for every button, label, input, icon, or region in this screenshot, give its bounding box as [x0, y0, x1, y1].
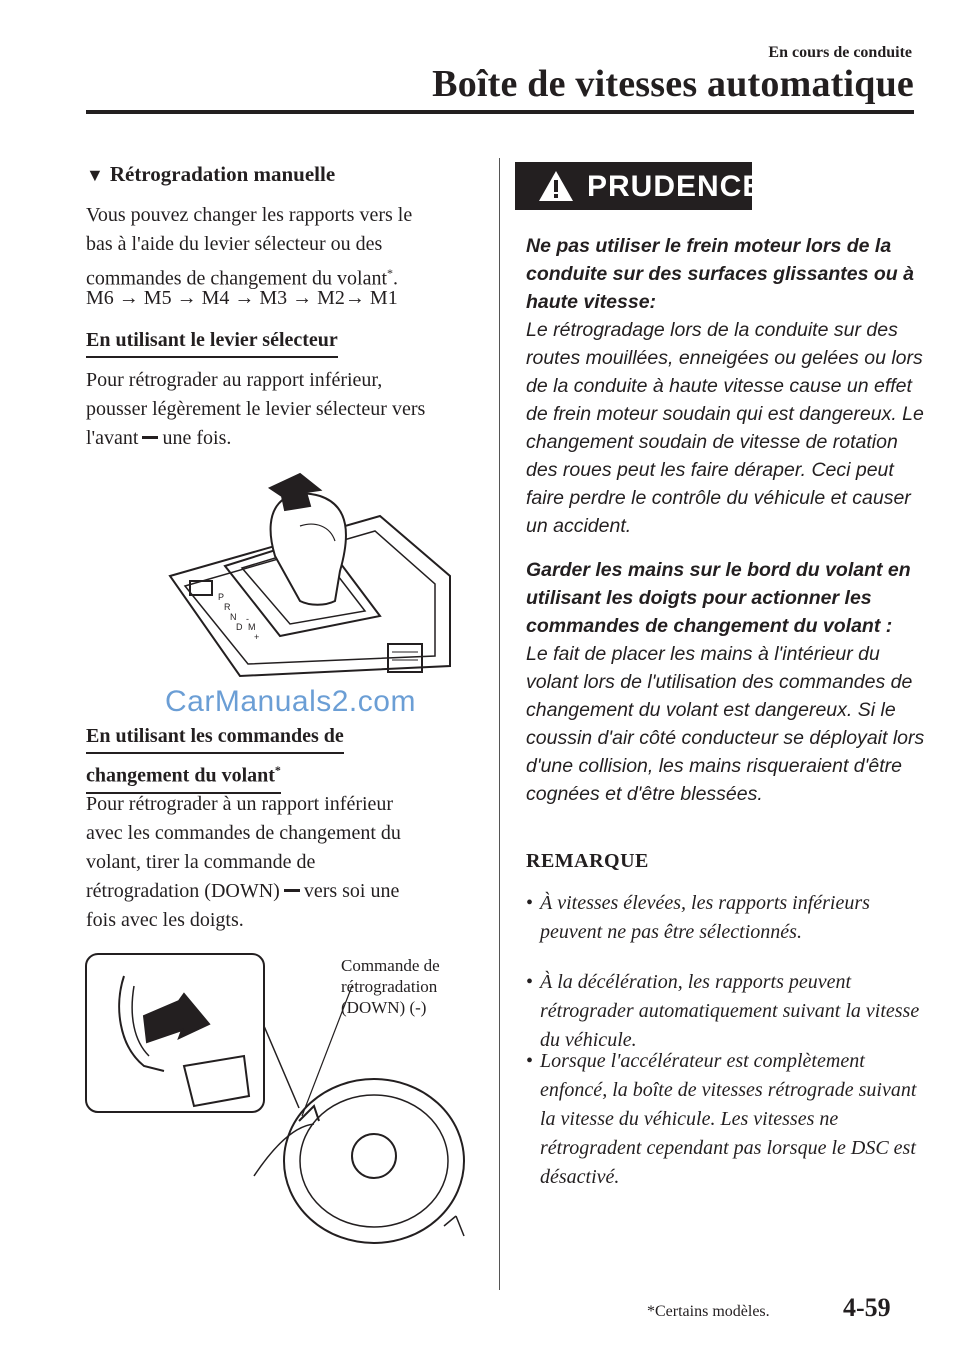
- page-number: 4-59: [843, 1293, 891, 1322]
- paddle-shifters-paragraph: [86, 790, 486, 935]
- minus-symbol-icon: [142, 436, 158, 439]
- footnote-star: *: [274, 763, 281, 777]
- gear-sequence: M6 → M5 → M4 → M3 → M2→ M1: [86, 287, 398, 309]
- header-rule: [86, 110, 914, 114]
- warning-label: PRUDENCE: [587, 170, 764, 203]
- selector-lever-illustration: [150, 466, 470, 716]
- paragraph-line: avec les commandes de changement du: [86, 822, 401, 844]
- gate-label-plus: +: [254, 632, 260, 642]
- gate-label-n: N: [230, 612, 237, 622]
- selector-lever-paragraph: [86, 366, 486, 453]
- footnote: *Certains modèles.: [647, 1303, 770, 1320]
- warning-body: Le fait de placer les mains à l'intérieur du volant lors de l'utilisation des commandes de changement du volant est dangereux. Si le coussin d'air côté conducteur se déployait lors d'une collision, les mains risqueraient d'être cognées et d'être blessées.: [526, 643, 925, 805]
- warning-hands-on-wheel: [526, 556, 926, 808]
- intro-line: Vous pouvez changer les rapports vers le: [86, 204, 413, 226]
- remarque-heading: REMARQUE: [526, 850, 649, 872]
- section-title-text: Rétrogradation manuelle: [109, 162, 336, 186]
- paragraph-line: fois avec les doigts.: [86, 909, 244, 931]
- gate-label-r: R: [224, 602, 231, 612]
- subheading-paddle-shifters: En utilisant les commandes de changement du volant*: [86, 722, 344, 794]
- paragraph-line: Pour rétrograder au rapport inférieur,: [86, 369, 383, 391]
- remarque-item: • À vitesses élevées, les rapports inférieurs peuvent ne pas être sélectionnés.: [540, 889, 920, 947]
- column-divider: [499, 158, 500, 1290]
- gate-label-minus: -: [246, 614, 249, 624]
- figure-callout-label: Commande de rétrogradation (DOWN) (-): [341, 956, 440, 1017]
- section-title: [86, 162, 335, 187]
- chapter-label: En cours de conduite: [768, 44, 912, 61]
- bullet-icon: •: [526, 1050, 534, 1072]
- triangle-bullet-icon: ▼: [86, 165, 104, 185]
- gate-label-p: P: [218, 592, 225, 602]
- paragraph-line: volant, tirer la commande de: [86, 851, 316, 873]
- intro-line: commandes de changement du volant*.: [86, 266, 399, 290]
- page-title: Boîte de vitesses automatique: [432, 63, 914, 105]
- minus-symbol-icon: [284, 889, 300, 892]
- paragraph-line: pousser légèrement le levier sélecteur vers: [86, 398, 426, 420]
- paddle-shifter: [299, 1106, 319, 1121]
- intro-paragraph: [86, 201, 486, 294]
- wheel-spoke: [184, 1056, 249, 1106]
- bullet-icon: •: [526, 892, 534, 914]
- warning-heading: Ne pas utiliser le frein moteur lors de la conduite sur des surfaces glissantes ou à haute vitesse:: [526, 235, 914, 313]
- paragraph-line: rétrogradation (DOWN) vers soi une: [86, 880, 400, 902]
- paragraph-line: Pour rétrograder à un rapport inférieur: [86, 793, 394, 815]
- callout-line: [264, 1026, 299, 1108]
- warning-heading: Garder les mains sur le bord du volant en utilisant les doigts pour actionner les commandes de changement du volant :: [526, 559, 911, 637]
- warning-banner: [515, 162, 764, 210]
- gate-label-m: M: [248, 622, 256, 632]
- paragraph-line: l'avant une fois.: [86, 427, 232, 449]
- warning-triangle-icon: [537, 169, 575, 203]
- remarque-item: • Lorsque l'accélérateur est complètement enfoncé, la boîte de vitesses rétrograde suivant la vitesse du véhicule. Les vitesses ne rétrogradent cependant pas lorsque le DSC est désactivé.: [540, 1047, 920, 1192]
- wheel-hub: [352, 1134, 396, 1178]
- warning-body: Le rétrogradage lors de la conduite sur des routes mouillées, enneigées ou gelées ou lors de la conduite à haute vitesse cause un effet de frein moteur soudain qui est dangereux. Le changement soudain de vitesse de rotation des roues peut les faire déraper. Ceci peut faire perdre le contrôle du véhicule et causer un accident.: [526, 319, 924, 537]
- warning-engine-brake: [526, 232, 926, 540]
- gate-label-d: D: [236, 622, 243, 632]
- subheading-selector-lever: En utilisant le levier sélecteur: [86, 326, 338, 358]
- remarque-item: • À la décélération, les rapports peuvent rétrograder automatiquement suivant la vitesse du véhicule.: [540, 968, 920, 1055]
- bullet-icon: •: [526, 971, 534, 993]
- intro-line: bas à l'aide du levier sélecteur ou des: [86, 233, 383, 255]
- pull-arrow-icon: [144, 994, 209, 1042]
- shift-knob: [271, 494, 346, 605]
- watermark: CarManuals2.com: [165, 685, 416, 718]
- footnote-star: *: [387, 266, 394, 280]
- steering-wheel-rim: [284, 1079, 464, 1243]
